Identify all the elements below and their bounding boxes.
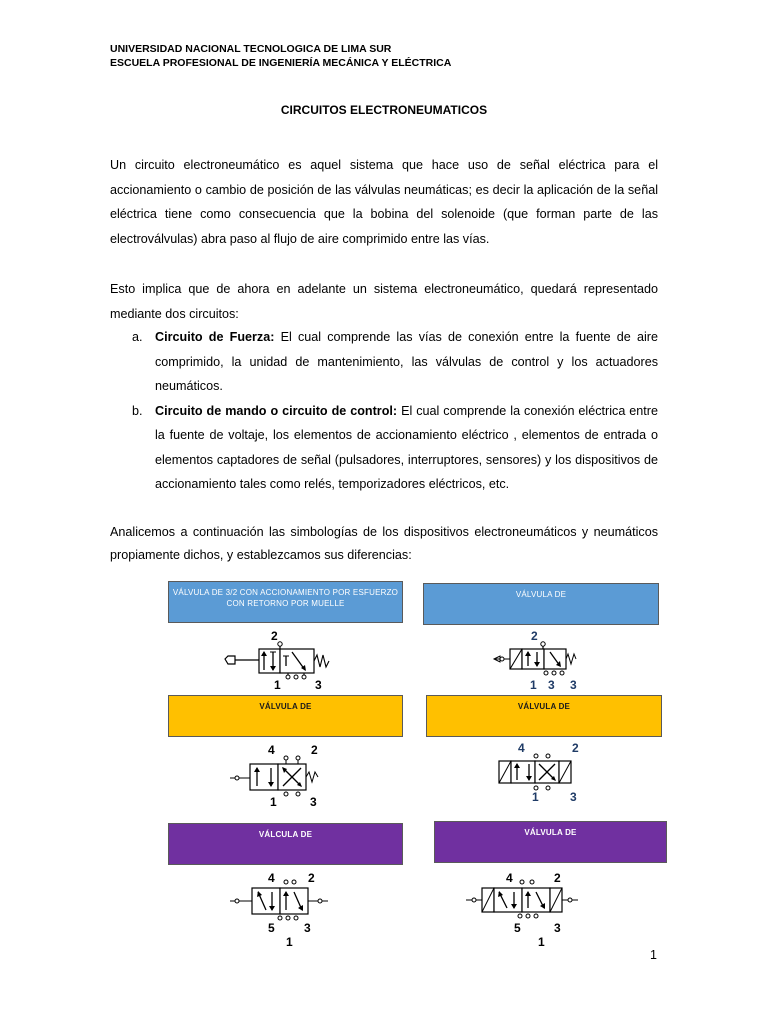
port-label-2: 2: [271, 629, 278, 643]
school-name: ESCUELA PROFESIONAL DE INGENIERÍA MECÁNICA Y ELÉCTRICA: [110, 57, 452, 69]
valve-caption-box: VÁLVULA DE: [434, 821, 667, 863]
valve-caption-box: VÁLCULA DE: [168, 823, 403, 865]
university-name: UNIVERSIDAD NACIONAL TECNOLOGICA DE LIMA SUR: [110, 43, 392, 55]
valve-caption-box: VÁLVULA DE: [423, 583, 659, 625]
list-item: [110, 399, 658, 497]
list-item: [110, 325, 658, 399]
valve-4-2-double-solenoid-symbol: [494, 738, 594, 806]
list-text: El cual comprende la conexión eléctrica entre la fuente de voltaje, los elementos de accionamiento eléctrico , elementos de entrada o elementos captadores de señal (pulsadores, interruptores, sensores) y los dispositivos de accionamiento tales como relés, temporizadores eléctricos, etc.: [155, 403, 658, 491]
port-label-3: 3: [554, 921, 561, 935]
list-term: Circuito de mando o circuito de control:: [155, 403, 398, 418]
port-label-3: 3: [310, 795, 317, 809]
valve-caption-box: VÁLVULA DE 3/2 CON ACCIONAMIENTO POR ESFUERZO CON RETORNO POR MUELLE: [168, 581, 403, 623]
port-label-1: 1: [270, 795, 277, 809]
port-label-4: 4: [518, 741, 525, 755]
port-label-4: 4: [268, 743, 275, 757]
page-title: CIRCUITOS ELECTRONEUMATICOS: [280, 103, 488, 117]
port-label-2: 2: [531, 629, 538, 643]
port-label-2: 2: [554, 871, 561, 885]
port-label-1: 1: [286, 935, 293, 949]
valve-3-2-pushbutton-symbol: [222, 626, 342, 694]
port-label-3: 3: [304, 921, 311, 935]
list-text: El cual comprende las vías de conexión entre la fuente de aire comprimido, la unidad de mantenimiento, las válvulas de control y los actuadores neumáticos.: [155, 330, 658, 393]
port-label-2: 2: [572, 741, 579, 755]
circuit-list: [110, 325, 658, 497]
port-label-4: 4: [506, 871, 513, 885]
valve-5-2-symbol: [228, 868, 338, 950]
port-label-1: 1: [532, 790, 539, 804]
page-number: 1: [650, 948, 657, 962]
port-label-1: 1: [538, 935, 545, 949]
port-label-5: 5: [268, 921, 275, 935]
list-term: Circuito de Fuerza:: [155, 330, 275, 344]
analysis-paragraph: Analicemos a continuación las simbologías de los dispositivos electroneumáticos y neumáticos propiamente dichos, y establezcamos sus diferencias:: [110, 525, 658, 562]
port-label-5: 5: [514, 921, 521, 935]
list-marker: a.: [132, 330, 143, 344]
port-label-4: 4: [268, 871, 275, 885]
port-label-3: 3: [315, 678, 322, 692]
valve-5-2-double-solenoid-symbol: [466, 866, 582, 950]
port-label-2: 2: [311, 743, 318, 757]
valve-4-2-symbol: [228, 740, 338, 808]
port-label-2: 2: [308, 871, 315, 885]
valve-caption-box: VÁLVULA DE: [168, 695, 403, 737]
port-label-1: 1: [274, 678, 281, 692]
valve-caption-box: VÁLVULA DE: [426, 695, 662, 737]
valve-3-2-solenoid-symbol: [490, 626, 590, 694]
port-label-1: 1: [530, 678, 537, 692]
port-label-3: 3: [570, 678, 577, 692]
intro-paragraph: Un circuito electroneumático es aquel sistema que hace uso de señal eléctrica para el accionamiento o cambio de posición de las válvulas neumáticas; es decir la aplicación de la señal eléctrica tiene como consecuencia que la bobina del solenoide (que forman parte de las electroválvulas) abra paso al flujo de aire comprimido entre las vías.: [110, 158, 658, 246]
list-marker: b.: [132, 403, 143, 418]
document-header: [110, 42, 451, 70]
circuits-paragraph: Esto implica que de ahora en adelante un sistema electroneumático, quedará representado mediante dos circuitos:: [110, 282, 658, 321]
port-label-3-extra: 3: [548, 678, 555, 692]
port-label-3: 3: [570, 790, 577, 804]
